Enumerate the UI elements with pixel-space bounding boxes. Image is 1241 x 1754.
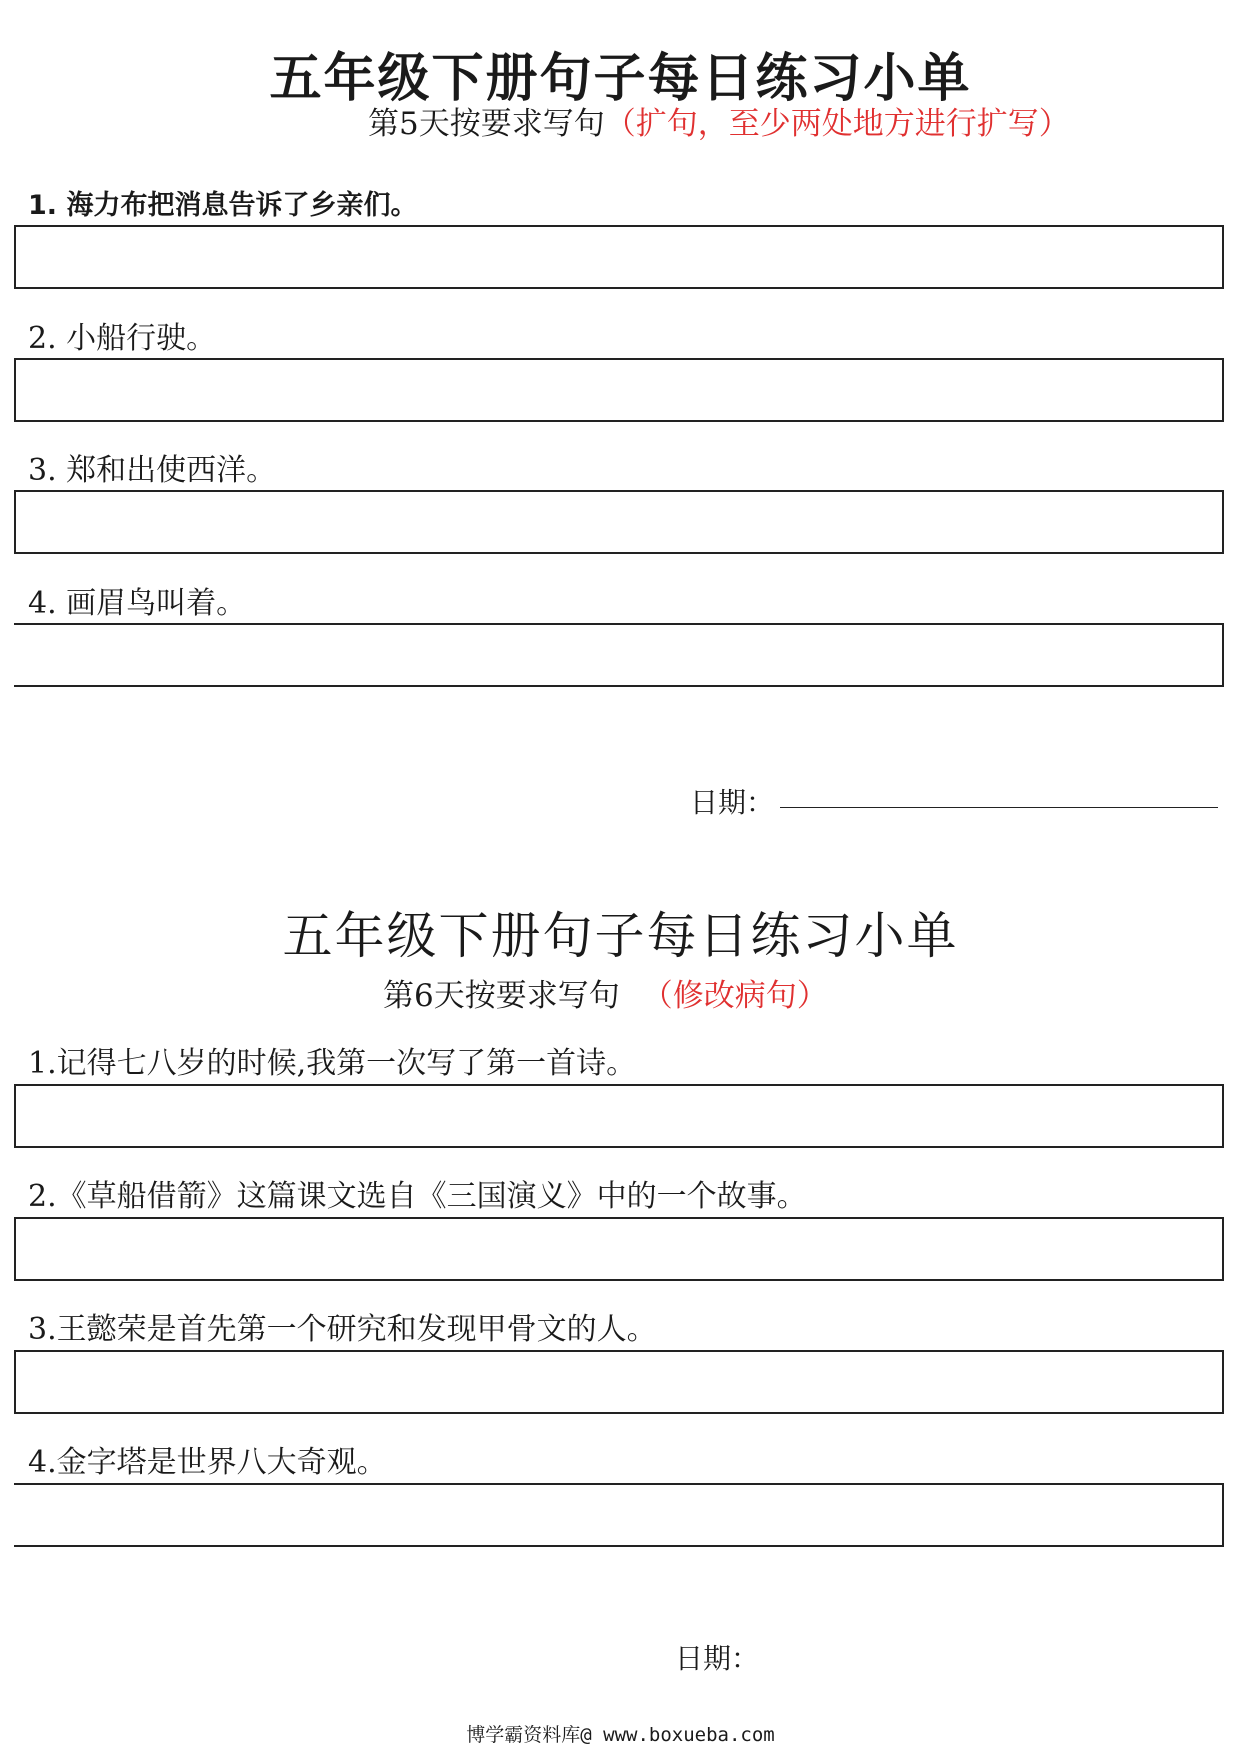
- section2-answer-box-3[interactable]: [14, 1350, 1224, 1414]
- section2-question-1: 1.记得七八岁的时候,我第一次写了第一首诗。: [28, 1046, 637, 1081]
- section1-answer-box-4[interactable]: [14, 623, 1224, 687]
- section1-question-2: 2. 小船行驶。: [28, 321, 217, 356]
- section1-date-label: 日期：: [690, 786, 775, 819]
- section2-answer-box-4[interactable]: [14, 1483, 1224, 1547]
- section2-subtitle: [383, 970, 828, 1015]
- section1-question-3: 3. 郑和出使西洋。: [28, 453, 277, 488]
- section1-answer-box-1[interactable]: [14, 225, 1224, 289]
- section2-answer-box-2[interactable]: [14, 1217, 1224, 1281]
- section2-date-label: 日期：: [675, 1642, 760, 1675]
- section1-answer-box-3[interactable]: [14, 490, 1224, 554]
- section1-title: 五年级下册句子每日练习小单: [269, 48, 972, 109]
- footer-watermark: 博学霸资料库@ www.boxueba.com: [466, 1724, 775, 1746]
- section1-question-4: 4. 画眉鸟叫着。: [28, 586, 247, 621]
- section1-subtitle-main: 第5天按要求写句: [368, 106, 605, 142]
- section2-answer-box-1[interactable]: [14, 1084, 1224, 1148]
- section2-question-2: 2.《草船借箭》这篇课文选自《三国演义》中的一个故事。: [28, 1179, 807, 1214]
- section1-subtitle: [368, 98, 1070, 143]
- section1-answer-box-2[interactable]: [14, 358, 1224, 422]
- section2-subtitle-note: （修改病句）: [641, 978, 828, 1014]
- section1-subtitle-note: （扩句，至少两处地方进行扩写）: [604, 106, 1070, 142]
- section2-subtitle-main: 第6天按要求写句: [383, 978, 620, 1014]
- section2-question-4: 4.金字塔是世界八大奇观。: [28, 1445, 387, 1480]
- section1-question-1: 1. 海力布把消息告诉了乡亲们。: [28, 190, 418, 221]
- section2-question-3: 3.王懿荣是首先第一个研究和发现甲骨文的人。: [28, 1312, 657, 1347]
- section1-date-line[interactable]: [780, 807, 1218, 808]
- section2-title: 五年级下册句子每日练习小单: [282, 907, 959, 965]
